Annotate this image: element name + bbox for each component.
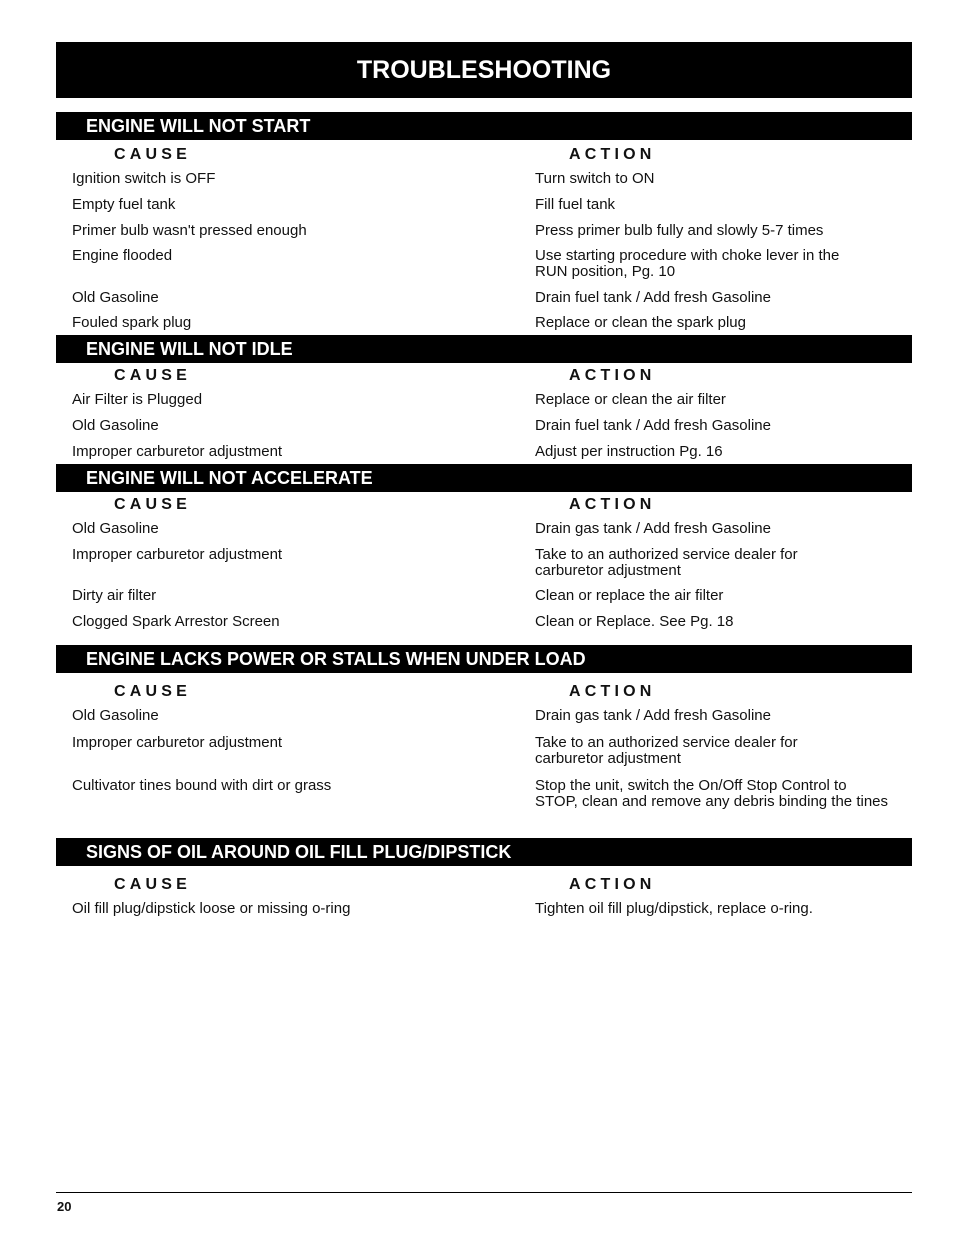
action-text: Take to an authorized service dealer for [535,734,798,751]
action-text: carburetor adjustment [535,750,681,767]
action-text: Fill fuel tank [535,196,616,213]
cause-text: Improper carburetor adjustment [72,546,283,563]
page-number: 20 [57,1199,72,1214]
cause-text: Engine flooded [72,247,173,264]
action-text: carburetor adjustment [535,562,681,579]
action-text: Replace or clean the air filter [535,391,726,408]
action-text: Replace or clean the spark plug [535,314,746,331]
page-title: TROUBLESHOOTING [56,42,912,98]
action-text: Take to an authorized service dealer for [535,546,798,563]
action-text: Drain fuel tank / Add fresh Gasoline [535,289,771,306]
cause-column-header: CAUSE [114,146,192,163]
section-heading: ENGINE WILL NOT START [56,112,912,140]
action-text: Clean or Replace. See Pg. 18 [535,613,734,630]
cause-column-header: CAUSE [114,367,192,384]
action-column-header: ACTION [569,496,656,513]
action-column-header: ACTION [569,683,656,700]
action-text: Use starting procedure with choke lever in the [535,247,840,264]
action-text: Adjust per instruction Pg. 16 [535,443,723,460]
cause-text: Primer bulb wasn't pressed enough [72,222,307,239]
cause-text: Ignition switch is OFF [72,170,216,187]
cause-text: Empty fuel tank [72,196,176,213]
action-text: Drain fuel tank / Add fresh Gasoline [535,417,771,434]
cause-text: Old Gasoline [72,417,159,434]
action-text: STOP, clean and remove any debris binding the tines [535,793,888,810]
action-column-header: ACTION [569,367,656,384]
cause-text: Fouled spark plug [72,314,192,331]
cause-text: Cultivator tines bound with dirt or grass [72,777,332,794]
section-heading: ENGINE LACKS POWER OR STALLS WHEN UNDER LOAD [56,645,912,673]
action-text: RUN position, Pg. 10 [535,263,676,280]
cause-text: Old Gasoline [72,289,159,306]
action-text: Tighten oil fill plug/dipstick, replace o-ring. [535,900,813,917]
action-text: Stop the unit, switch the On/Off Stop Control to [535,777,847,794]
action-text: Turn switch to ON [535,170,655,187]
footer-divider [56,1192,912,1193]
action-text: Drain gas tank / Add fresh Gasoline [535,520,771,537]
action-text: Clean or replace the air filter [535,587,724,604]
cause-text: Clogged Spark Arrestor Screen [72,613,280,630]
cause-text: Dirty air filter [72,587,157,604]
cause-text: Improper carburetor adjustment [72,443,283,460]
cause-text: Improper carburetor adjustment [72,734,283,751]
action-text: Drain gas tank / Add fresh Gasoline [535,707,771,724]
cause-text: Oil fill plug/dipstick loose or missing o-ring [72,900,351,917]
action-text: Press primer bulb fully and slowly 5-7 times [535,222,824,239]
section-heading: SIGNS OF OIL AROUND OIL FILL PLUG/DIPSTICK [56,838,912,866]
action-column-header: ACTION [569,876,656,893]
action-column-header: ACTION [569,146,656,163]
cause-text: Air Filter is Plugged [72,391,203,408]
cause-text: Old Gasoline [72,707,159,724]
cause-column-header: CAUSE [114,683,192,700]
cause-column-header: CAUSE [114,876,192,893]
section-heading: ENGINE WILL NOT IDLE [56,335,912,363]
cause-column-header: CAUSE [114,496,192,513]
cause-text: Old Gasoline [72,520,159,537]
section-heading: ENGINE WILL NOT ACCELERATE [56,464,912,492]
